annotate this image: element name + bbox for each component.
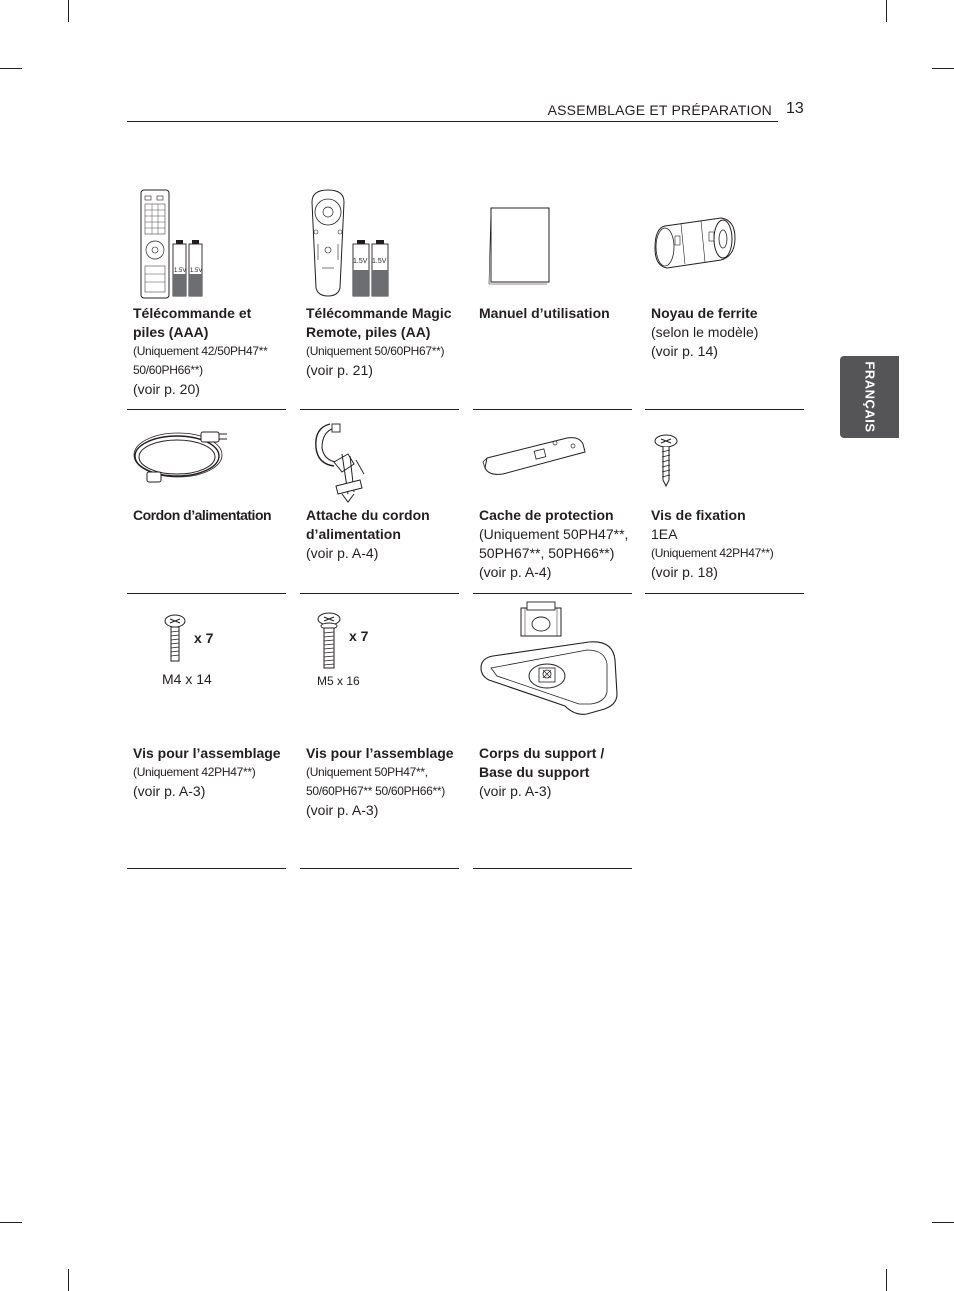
- remote-control-icon: [137, 188, 207, 300]
- item-page-ref: (voir p. A-3): [133, 783, 206, 799]
- item-manual: [473, 180, 632, 412]
- item-title: Vis pour l’assemblage: [133, 745, 281, 761]
- item-model-note: (Uniquement 42PH47**): [133, 765, 256, 779]
- page-number: 13: [786, 100, 804, 117]
- header-divider: [127, 121, 778, 122]
- crop-mark: [0, 68, 22, 69]
- item-assembly-screw-m5: [300, 594, 459, 872]
- item-model-note: (Uniquement 50PH47**, 50PH67**, 50PH66**): [479, 526, 629, 561]
- item-model-note: (Uniquement 50/60PH67**): [306, 344, 445, 358]
- item-title: Cordon d’alimentation: [133, 507, 272, 523]
- item-page-ref: (voir p. A-4): [479, 564, 552, 580]
- battery-label: 1.5V: [174, 268, 187, 274]
- crop-mark: [932, 68, 954, 69]
- item-stand: [473, 594, 632, 872]
- crop-mark: [886, 0, 887, 22]
- crop-mark: [68, 1269, 69, 1291]
- battery-label: 1.5V: [190, 268, 203, 274]
- language-tab-label: FRANÇAIS: [862, 361, 877, 433]
- item-title: Vis pour l’assemblage: [306, 745, 454, 761]
- item-title: Attache du cordon d’alimentation: [306, 507, 430, 542]
- item-divider: [127, 868, 286, 869]
- stand-icon: [479, 598, 625, 722]
- screw-size-label: M4 x 14: [162, 671, 212, 687]
- item-page-ref: (voir p. 14): [651, 343, 718, 359]
- item-text: [479, 744, 629, 801]
- item-title: Télécommande et piles (AAA): [133, 305, 252, 340]
- item-model-note: (Uniquement 42PH47**): [651, 546, 774, 560]
- item-power-cord: [127, 412, 286, 594]
- crop-mark: [68, 0, 69, 22]
- item-page-ref: (voir p. 21): [306, 362, 373, 378]
- battery-label: 1.5V: [353, 258, 368, 265]
- item-page-ref: (voir p. A-3): [479, 783, 552, 799]
- ferrite-core-icon: [651, 212, 741, 274]
- item-remote-aaa: [127, 180, 286, 412]
- item-divider: [127, 409, 286, 410]
- item-text: [133, 744, 283, 801]
- item-text: [651, 304, 801, 361]
- protection-cover-icon: [479, 432, 587, 478]
- item-title: Cache de protection: [479, 507, 614, 523]
- screw-size-label: M5 x 16: [317, 674, 360, 688]
- item-divider: [300, 409, 459, 410]
- item-text: [479, 304, 629, 323]
- crop-mark: [932, 1222, 954, 1223]
- item-text: [133, 304, 283, 399]
- crop-mark: [0, 1222, 22, 1223]
- item-subtitle: 1EA: [651, 526, 678, 542]
- power-cord-icon: [131, 422, 231, 488]
- item-title: Télécommande Magic Remote, piles (AA): [306, 305, 452, 340]
- cable-holder-icon: [308, 420, 368, 504]
- battery-label: 1.5V: [372, 258, 387, 265]
- crop-mark: [886, 1269, 887, 1291]
- quantity-label: x 7: [194, 630, 214, 646]
- item-model-note: (Uniquement 42/50PH47** 50/60PH66**): [133, 344, 268, 377]
- item-text: [306, 506, 456, 563]
- manual-icon: [487, 206, 551, 286]
- item-page-ref: (voir p. 20): [133, 381, 200, 397]
- item-model-note: (Uniquement 50PH47**, 50/60PH67** 50/60PH66**): [306, 765, 445, 798]
- item-divider: [473, 868, 632, 869]
- item-text: [306, 744, 456, 820]
- section-title: ASSEMBLAGE ET PRÉPARATION: [547, 102, 772, 118]
- item-assembly-screw-m4: [127, 594, 286, 872]
- item-ferrite-core: [645, 180, 804, 412]
- item-page-ref: (voir p. A-3): [306, 802, 379, 818]
- item-magic-remote: [300, 180, 459, 412]
- screw-icon: [162, 614, 188, 664]
- item-divider: [645, 409, 804, 410]
- item-divider: [300, 868, 459, 869]
- item-text: [651, 506, 801, 582]
- item-title: Manuel d’utilisation: [479, 305, 610, 321]
- item-title: Noyau de ferrite: [651, 305, 758, 321]
- item-text: [479, 506, 629, 582]
- language-tab: [840, 356, 899, 438]
- item-subtitle: (selon le modèle): [651, 324, 759, 340]
- magic-remote-icon: [302, 188, 394, 300]
- item-divider: [473, 409, 632, 410]
- item-divider: [645, 593, 804, 594]
- item-fixing-screw: [645, 412, 804, 594]
- item-text: [133, 506, 283, 525]
- item-text: [306, 304, 456, 380]
- screw-icon: [651, 434, 681, 488]
- screw-icon: [315, 612, 343, 670]
- item-protection-cover: [473, 412, 632, 594]
- item-page-ref: (voir p. 18): [651, 564, 718, 580]
- item-page-ref: (voir p. A-4): [306, 545, 379, 561]
- item-title: Vis de fixation: [651, 507, 746, 523]
- quantity-label: x 7: [349, 628, 369, 644]
- item-title: Corps du support / Base du support: [479, 745, 605, 780]
- item-cable-holder: [300, 412, 459, 594]
